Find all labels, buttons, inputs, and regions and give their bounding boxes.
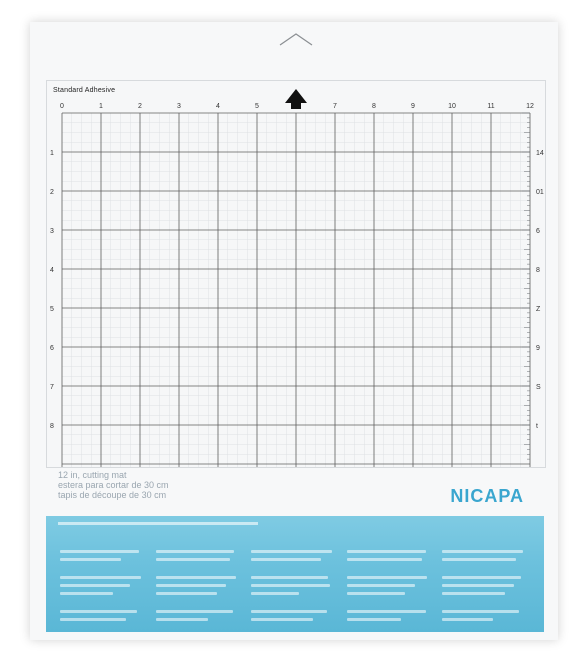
- ruler-number-top: 10: [448, 103, 456, 110]
- product-line-es: estera para cortar de 30 cm: [58, 480, 169, 490]
- ruler-number-top: 4: [216, 103, 220, 110]
- ruler-number-left: 5: [50, 306, 54, 313]
- product-info: [46, 470, 544, 514]
- mat-label: Standard Adhesive: [53, 87, 116, 94]
- ruler-number-left: 8: [50, 423, 54, 430]
- ruler-number-top: 5: [255, 103, 259, 110]
- mat-grid: [47, 81, 545, 467]
- ruler-number-left: 7: [50, 384, 54, 391]
- product-line-en: 12 in, cutting mat: [58, 470, 127, 480]
- instruction-column: [56, 550, 152, 630]
- instruction-columns: [56, 550, 534, 630]
- ruler-number-left: 3: [50, 228, 54, 235]
- up-arrow-icon: [285, 89, 307, 109]
- ruler-number-top: 11: [487, 103, 495, 110]
- ruler-number-right: 6: [536, 228, 540, 235]
- instruction-column: [152, 550, 248, 630]
- ruler-number-top: 0: [60, 103, 64, 110]
- tagline-placeholder: [58, 522, 258, 525]
- product-package: [30, 22, 558, 640]
- instruction-column: [247, 550, 343, 630]
- ruler-number-top: 2: [138, 103, 142, 110]
- cutting-mat: [46, 80, 546, 468]
- instruction-column: [343, 550, 439, 630]
- ruler-number-top: 8: [372, 103, 376, 110]
- ruler-number-top: 12: [526, 103, 534, 110]
- ruler-number-top: 1: [99, 103, 103, 110]
- ruler-number-right: S: [536, 384, 541, 391]
- ruler-number-left: 4: [50, 267, 54, 274]
- ruler-number-left: 6: [50, 345, 54, 352]
- instructions-band: [46, 516, 544, 632]
- ruler-number-right: 8: [536, 267, 540, 274]
- ruler-number-right: 9: [536, 345, 540, 352]
- hanger-hole-icon: [278, 32, 314, 46]
- ruler-number-right: t: [536, 423, 538, 430]
- brand-logo: NICAPA: [450, 486, 524, 506]
- ruler-number-top: 3: [177, 103, 181, 110]
- ruler-number-top: 7: [333, 103, 337, 110]
- ruler-number-right: 14: [536, 150, 544, 157]
- ruler-number-left: 2: [50, 189, 54, 196]
- ruler-number-top: 9: [411, 103, 415, 110]
- product-line-fr: tapis de découpe de 30 cm: [58, 490, 167, 500]
- ruler-number-left: 1: [50, 150, 54, 157]
- ruler-number-right: Z: [536, 306, 541, 313]
- product-description: [58, 470, 169, 500]
- ruler-number-right: 01: [536, 189, 544, 196]
- instruction-column: [438, 550, 534, 630]
